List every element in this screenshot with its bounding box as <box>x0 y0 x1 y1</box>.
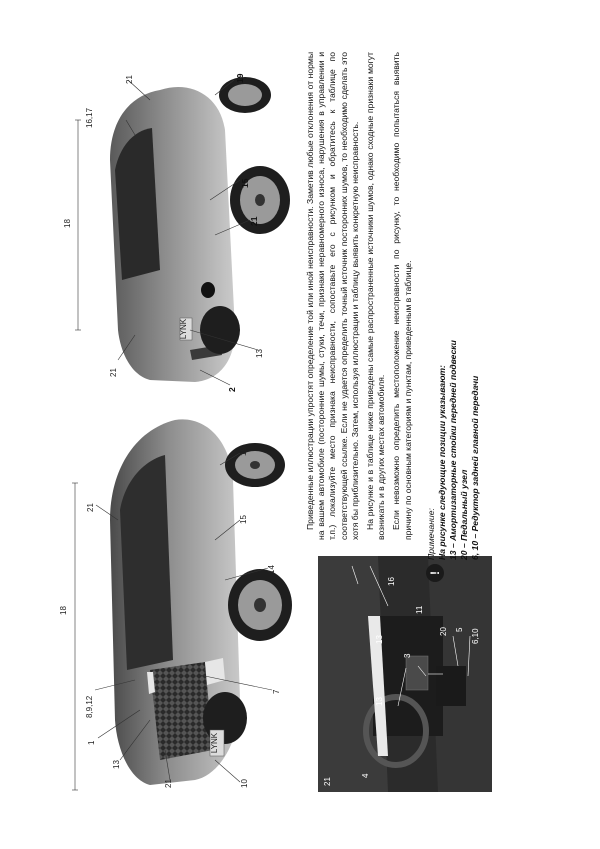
note-item-20: 20 – Педальный узел <box>459 469 469 560</box>
callout-rear-15: 15 <box>240 178 250 188</box>
note-intro: На рисунке следующие позиции указывают: <box>437 365 447 560</box>
callout-front-1: 1 <box>87 740 96 745</box>
callout-rear-19: 19 <box>235 73 245 83</box>
callout-interior-11: 11 <box>415 605 424 614</box>
callout-front-15: 15 <box>239 515 248 524</box>
callout-interior-4: 4 <box>361 773 370 778</box>
note-warning-icon: ! <box>426 564 444 582</box>
callout-interior-13a: 13 <box>375 697 384 706</box>
note-block <box>426 340 506 582</box>
callout-front-13: 13 <box>112 760 121 769</box>
interior-illustration <box>318 556 492 792</box>
callout-rear-21c: 21 <box>109 368 118 377</box>
callout-rear-18: 18 <box>63 219 72 228</box>
paragraph-1: Приведенные иллюстрации упростят определение той или иной неисправности. Заметив любые отклонения от нормы на вашем автомобиле (посторонние шумы, стуки, течи, признаки неравномерного износа, нарушения в управлении и т.п.) локализуйте место признака неисправности, сопоставьте его с рисунком и обратитесь к таблице по соответствующей ссылке. Если не удается определить точный источник посторонних шумов, то необходимо сделать это хотя бы приблизительно. Затем, используя иллюстрации и таблицу выявить конкретную неисправность. <box>305 52 360 540</box>
callout-front-21b: 21 <box>86 503 95 512</box>
car-rear-badge: LYNK <box>179 318 188 340</box>
callout-interior-16: 16 <box>387 577 396 586</box>
callout-interior-20: 20 <box>439 627 448 636</box>
callout-front-18: 18 <box>59 606 68 615</box>
callout-front-7: 7 <box>272 689 281 694</box>
note-item-6-10: 6, 10 – Редуктор задней главной передачи <box>470 375 480 560</box>
note-item-13: 13 – Амортизаторные стойки передней подвески <box>448 340 458 560</box>
callout-rear-16-17: 16,17 <box>85 107 94 128</box>
callout-interior-5: 5 <box>455 627 464 632</box>
callout-interior-3: 3 <box>403 653 412 658</box>
car-front-badge: LYNK <box>210 732 219 754</box>
callout-rear-21a: 21 <box>125 75 134 84</box>
paragraph-2: На рисунке и в таблице ниже приведены самые распространенные источники шумов, однако сходные признаки могут возникать и в других местах автомобиля. <box>365 52 387 540</box>
callout-front-19: 19 <box>239 447 248 456</box>
paragraph-3: Если невозможно определить местоположение неисправности по рисунку, то необходимо попытаться выявить причину по основным категориям и пунктам, приведенным в таблице. <box>391 52 413 540</box>
callout-rear-13: 13 <box>255 349 264 358</box>
callout-interior-6-10: 6,10 <box>471 628 480 644</box>
callout-front-21a: 21 <box>164 779 173 788</box>
callout-rear-2: 2 <box>227 387 237 392</box>
callout-front-10: 10 <box>240 779 249 788</box>
callout-front-8-9-12: 8,9,12 <box>85 695 94 718</box>
callout-interior-13b: 13 <box>375 635 384 644</box>
callout-front-14: 14 <box>267 565 276 574</box>
note-title: Примечание: <box>426 508 436 560</box>
callout-interior-21: 21 <box>323 777 332 786</box>
callout-rear-21b: 21 <box>249 216 259 226</box>
